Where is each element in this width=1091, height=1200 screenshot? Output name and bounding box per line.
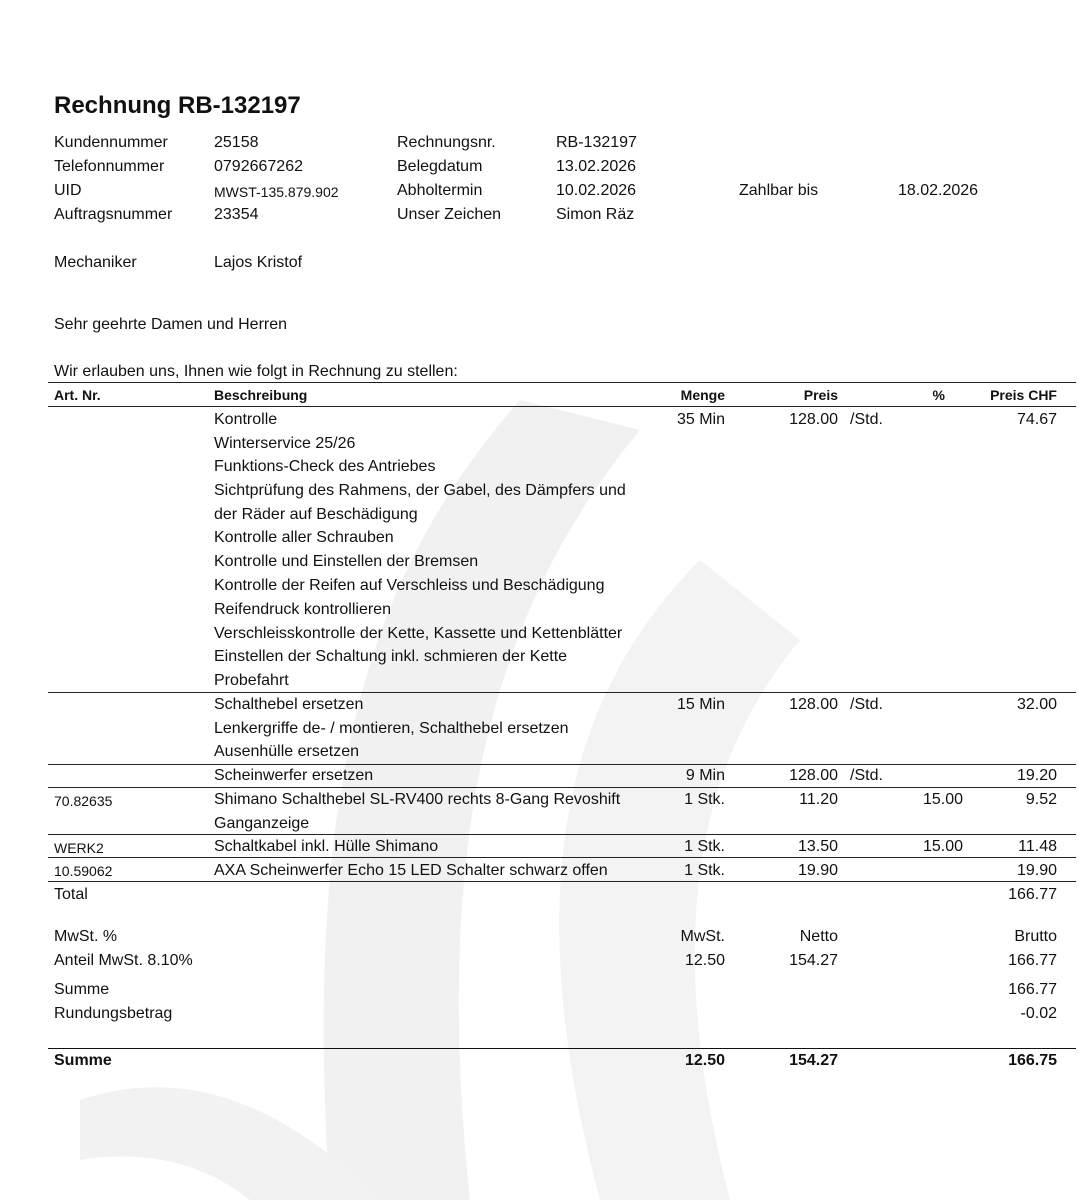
auftrag-label: Auftragsnummer bbox=[54, 206, 173, 223]
abholtermin-label: Abholtermin bbox=[397, 182, 483, 199]
discount-percent: 15.00 bbox=[922, 791, 963, 808]
description: Kontrolle bbox=[214, 411, 278, 428]
row-rule bbox=[48, 881, 1076, 882]
description-line: Probefahrt bbox=[214, 672, 289, 689]
description-line: Funktions-Check des Antriebes bbox=[214, 458, 436, 475]
col-preis: Preis bbox=[803, 387, 838, 403]
price: 128.00 bbox=[789, 767, 838, 784]
price-unit: /Std. bbox=[850, 696, 883, 713]
description: Schalthebel ersetzen bbox=[214, 696, 364, 713]
intro-text: Wir erlauben uns, Ihnen wie folgt in Rechnung zu stellen: bbox=[54, 363, 458, 380]
description-line: Ganganzeige bbox=[214, 815, 310, 832]
summe-label: Summe bbox=[54, 981, 110, 998]
quantity: 15 Min bbox=[676, 696, 725, 713]
rechnungsnr-value: RB-132197 bbox=[556, 134, 637, 151]
description: AXA Scheinwerfer Echo 15 LED Schalter schwarz offen bbox=[214, 862, 608, 879]
row-rule bbox=[48, 764, 1076, 765]
description-line: Sichtprüfung des Rahmens, der Gabel, des Dämpfers und bbox=[214, 482, 626, 499]
article-number: 70.82635 bbox=[54, 793, 113, 809]
quantity: 1 Stk. bbox=[684, 838, 725, 855]
line-total: 9.52 bbox=[1025, 791, 1057, 808]
line-total: 11.48 bbox=[1018, 838, 1057, 855]
final-netto-value: 154.27 bbox=[789, 1052, 838, 1069]
zeichen-value: Simon Räz bbox=[556, 206, 635, 223]
total-label: Total bbox=[54, 886, 88, 903]
final-brutto-value: 166.75 bbox=[1008, 1052, 1057, 1069]
price-unit: /Std. bbox=[850, 411, 883, 428]
row-rule bbox=[48, 857, 1076, 858]
mwst-pct-label: MwSt. % bbox=[54, 928, 118, 945]
discount-percent: 15.00 bbox=[922, 838, 963, 855]
mechaniker-label: Mechaniker bbox=[54, 254, 137, 271]
description-line: Lenkergriffe de- / montieren, Schalthebel ersetzen bbox=[214, 720, 569, 737]
mechaniker-value: Lajos Kristof bbox=[214, 254, 303, 271]
col-beschreibung: Beschreibung bbox=[214, 387, 308, 403]
price-unit: /Std. bbox=[850, 767, 883, 784]
col-art: Art. Nr. bbox=[54, 387, 101, 403]
price: 128.00 bbox=[789, 411, 838, 428]
rundung-value: -0.02 bbox=[1020, 1005, 1057, 1022]
description-line: Einstellen der Schaltung inkl. schmieren der Kette bbox=[214, 648, 568, 665]
description-line: Reifendruck kontrollieren bbox=[214, 601, 391, 618]
line-total: 19.90 bbox=[1016, 862, 1057, 879]
table-top-rule bbox=[48, 382, 1076, 383]
uid-value: MWST-135.879.902 bbox=[214, 184, 339, 200]
rechnungsnr-label: Rechnungsnr. bbox=[397, 134, 496, 151]
table-header-rule bbox=[48, 406, 1076, 407]
rundung-label: Rundungsbetrag bbox=[54, 1005, 173, 1022]
description-line: Winterservice 25/26 bbox=[214, 435, 356, 452]
col-preis-chf: Preis CHF bbox=[990, 387, 1057, 403]
price: 13.50 bbox=[797, 838, 838, 855]
description-line: Kontrolle aller Schrauben bbox=[214, 529, 394, 546]
zahlbar-value: 18.02.2026 bbox=[898, 182, 979, 199]
summe-value: 166.77 bbox=[1008, 981, 1057, 998]
anteil-brutto-value: 166.77 bbox=[1008, 952, 1057, 969]
zeichen-label: Unser Zeichen bbox=[397, 206, 502, 223]
col-menge: Menge bbox=[680, 387, 725, 403]
article-number: WERK2 bbox=[54, 840, 104, 856]
description-line: Verschleisskontrolle der Kette, Kassette und Kettenblätter bbox=[214, 625, 623, 642]
belegdatum-label: Belegdatum bbox=[397, 158, 483, 175]
description: Scheinwerfer ersetzen bbox=[214, 767, 374, 784]
uid-label: UID bbox=[54, 182, 82, 199]
col-percent: % bbox=[932, 387, 945, 403]
anteil-netto-value: 154.27 bbox=[789, 952, 838, 969]
anteil-mwst-label: Anteil MwSt. 8.10% bbox=[54, 952, 193, 969]
final-sum-rule bbox=[48, 1048, 1076, 1049]
line-total: 32.00 bbox=[1016, 696, 1057, 713]
mwst-col-label: MwSt. bbox=[680, 928, 725, 945]
brutto-col-label: Brutto bbox=[1014, 928, 1057, 945]
row-rule bbox=[48, 692, 1076, 693]
description-line: Kontrolle der Reifen auf Verschleiss und Beschädigung bbox=[214, 577, 605, 594]
quantity: 9 Min bbox=[685, 767, 725, 784]
zahlbar-label: Zahlbar bis bbox=[739, 182, 819, 199]
page-title: Rechnung RB-132197 bbox=[54, 92, 301, 119]
greeting: Sehr geehrte Damen und Herren bbox=[54, 316, 288, 333]
final-mwst-value: 12.50 bbox=[684, 1052, 725, 1069]
telefon-value: 0792667262 bbox=[214, 158, 303, 175]
abholtermin-value: 10.02.2026 bbox=[556, 182, 637, 199]
row-rule bbox=[48, 787, 1076, 788]
description-line: Ausenhülle ersetzen bbox=[214, 743, 359, 760]
kundennummer-value: 25158 bbox=[214, 134, 259, 151]
quantity: 1 Stk. bbox=[684, 862, 725, 879]
total-value: 166.77 bbox=[1008, 886, 1057, 903]
anteil-mwst-value: 12.50 bbox=[684, 952, 725, 969]
belegdatum-value: 13.02.2026 bbox=[556, 158, 637, 175]
description-line: der Räder auf Beschädigung bbox=[214, 506, 418, 523]
price: 19.90 bbox=[797, 862, 838, 879]
telefon-label: Telefonnummer bbox=[54, 158, 165, 175]
quantity: 35 Min bbox=[676, 411, 725, 428]
description: Schaltkabel inkl. Hülle Shimano bbox=[214, 838, 439, 855]
line-total: 74.67 bbox=[1016, 411, 1057, 428]
netto-col-label: Netto bbox=[799, 928, 838, 945]
line-total: 19.20 bbox=[1016, 767, 1057, 784]
description-line: Kontrolle und Einstellen der Bremsen bbox=[214, 553, 479, 570]
price: 11.20 bbox=[799, 791, 838, 808]
quantity: 1 Stk. bbox=[684, 791, 725, 808]
final-summe-label: Summe bbox=[54, 1052, 112, 1069]
auftrag-value: 23354 bbox=[214, 206, 259, 223]
article-number: 10.59062 bbox=[54, 863, 113, 879]
row-rule bbox=[48, 834, 1076, 835]
description: Shimano Schalthebel SL-RV400 rechts 8-Gang Revoshift bbox=[214, 791, 621, 808]
kundennummer-label: Kundennummer bbox=[54, 134, 168, 151]
price: 128.00 bbox=[789, 696, 838, 713]
